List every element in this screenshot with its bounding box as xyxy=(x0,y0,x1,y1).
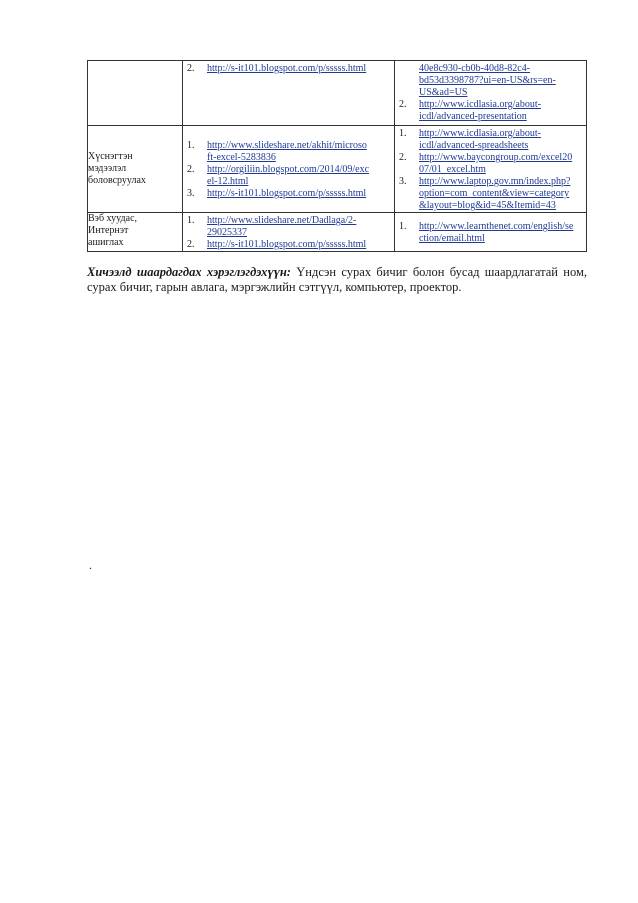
url-link[interactable]: http://s-it101.blogspot.com/p/sssss.html xyxy=(207,239,367,250)
category-label: Вэб хуудас, xyxy=(88,213,138,224)
url-link[interactable]: &layout=blog&id=45&Itemid=43 xyxy=(419,200,556,211)
link-item xyxy=(183,188,394,200)
link-item xyxy=(395,221,586,245)
extra-links-cell xyxy=(395,126,587,213)
category-label: боловсруулах xyxy=(88,175,146,186)
url-link[interactable]: icdl/advanced-presentation xyxy=(419,111,527,122)
link-item xyxy=(395,99,586,123)
item-number xyxy=(395,63,419,99)
requirements-paragraph xyxy=(87,265,587,295)
extra-links-cell xyxy=(395,61,587,126)
url-link[interactable]: http://www.slideshare.net/Dadlaga/2- xyxy=(207,215,357,226)
link-item xyxy=(395,152,586,176)
category-cell xyxy=(88,61,183,126)
category-cell xyxy=(88,126,183,213)
url-link[interactable]: http://s-it101.blogspot.com/p/sssss.html xyxy=(207,63,367,74)
item-number: 2. xyxy=(399,99,407,110)
item-number: 2. xyxy=(187,63,195,74)
url-link[interactable]: bd53d3398787?ui=en-US&rs=en- xyxy=(419,75,556,86)
item-number: 2. xyxy=(399,152,407,163)
item-number: 2. xyxy=(187,239,195,250)
url-link[interactable]: option=com_content&view=category xyxy=(419,188,570,199)
url-link[interactable]: icdl/advanced-spreadsheets xyxy=(419,140,529,151)
url-link[interactable]: 29025337 xyxy=(207,227,247,238)
category-label: мэдээлэл xyxy=(88,163,127,174)
requirements-text: Үндсэн сурах бичиг болон бусад шаардлагатай ном, сурах бичиг, гарын авлага, мэргэжлийн сэтгүүл, компьютер, проектор. xyxy=(87,265,587,294)
url-link[interactable]: http://www.slideshare.net/akhit/microso xyxy=(207,140,367,151)
item-number: 1. xyxy=(187,140,195,151)
primary-links-cell xyxy=(183,61,395,126)
url-link[interactable]: http://www.laptop.gov.mn/index.php? xyxy=(419,176,571,187)
link-item xyxy=(183,215,394,239)
primary-links-cell xyxy=(183,126,395,213)
url-link[interactable]: http://orgiliin.blogspot.com/2014/09/exc xyxy=(207,164,370,175)
url-link[interactable]: http://s-it101.blogspot.com/p/sssss.html xyxy=(207,188,367,199)
category-cell xyxy=(88,213,183,252)
url-link[interactable]: http://www.baycongroup.com/excel20 xyxy=(419,152,573,163)
link-item xyxy=(183,239,394,251)
item-number: 1. xyxy=(399,128,407,139)
table-row xyxy=(88,61,587,126)
url-link[interactable]: http://www.icdlasia.org/about- xyxy=(419,128,541,139)
link-item xyxy=(183,63,394,75)
footer-mark: . xyxy=(89,558,92,572)
category-label: ашиглах xyxy=(88,237,124,248)
url-link[interactable]: US&ad=US xyxy=(419,87,468,98)
url-link[interactable]: http://www.icdlasia.org/about- xyxy=(419,99,541,110)
item-number: 1. xyxy=(399,221,407,232)
link-item xyxy=(395,63,586,99)
url-link[interactable]: http://www.learnthenet.com/english/se xyxy=(419,221,574,232)
table-row xyxy=(88,213,587,252)
item-number: 3. xyxy=(187,188,195,199)
item-number: 3. xyxy=(399,176,407,187)
item-number: 2. xyxy=(187,164,195,175)
resource-table xyxy=(87,60,587,252)
link-item xyxy=(183,140,394,164)
category-label: Хүснэгтэн xyxy=(88,151,133,162)
url-link[interactable]: 40e8c930-cb0b-40d8-82c4- xyxy=(419,63,531,74)
requirements-label: Хичээлд шаардагдах хэрэглэгдэхүүн: xyxy=(87,265,291,279)
link-item xyxy=(395,128,586,152)
table-row xyxy=(88,126,587,213)
link-item xyxy=(183,164,394,188)
category-label: Интернэт xyxy=(88,225,129,236)
item-number: 1. xyxy=(187,215,195,226)
primary-links-cell xyxy=(183,213,395,252)
url-link[interactable]: ction/email.html xyxy=(419,233,485,244)
url-link[interactable]: ft-excel-5283836 xyxy=(207,152,276,163)
url-link[interactable]: 07/01_excel.htm xyxy=(419,164,486,175)
url-link[interactable]: el-12.html xyxy=(207,176,249,187)
extra-links-cell xyxy=(395,213,587,252)
link-item xyxy=(395,176,586,212)
